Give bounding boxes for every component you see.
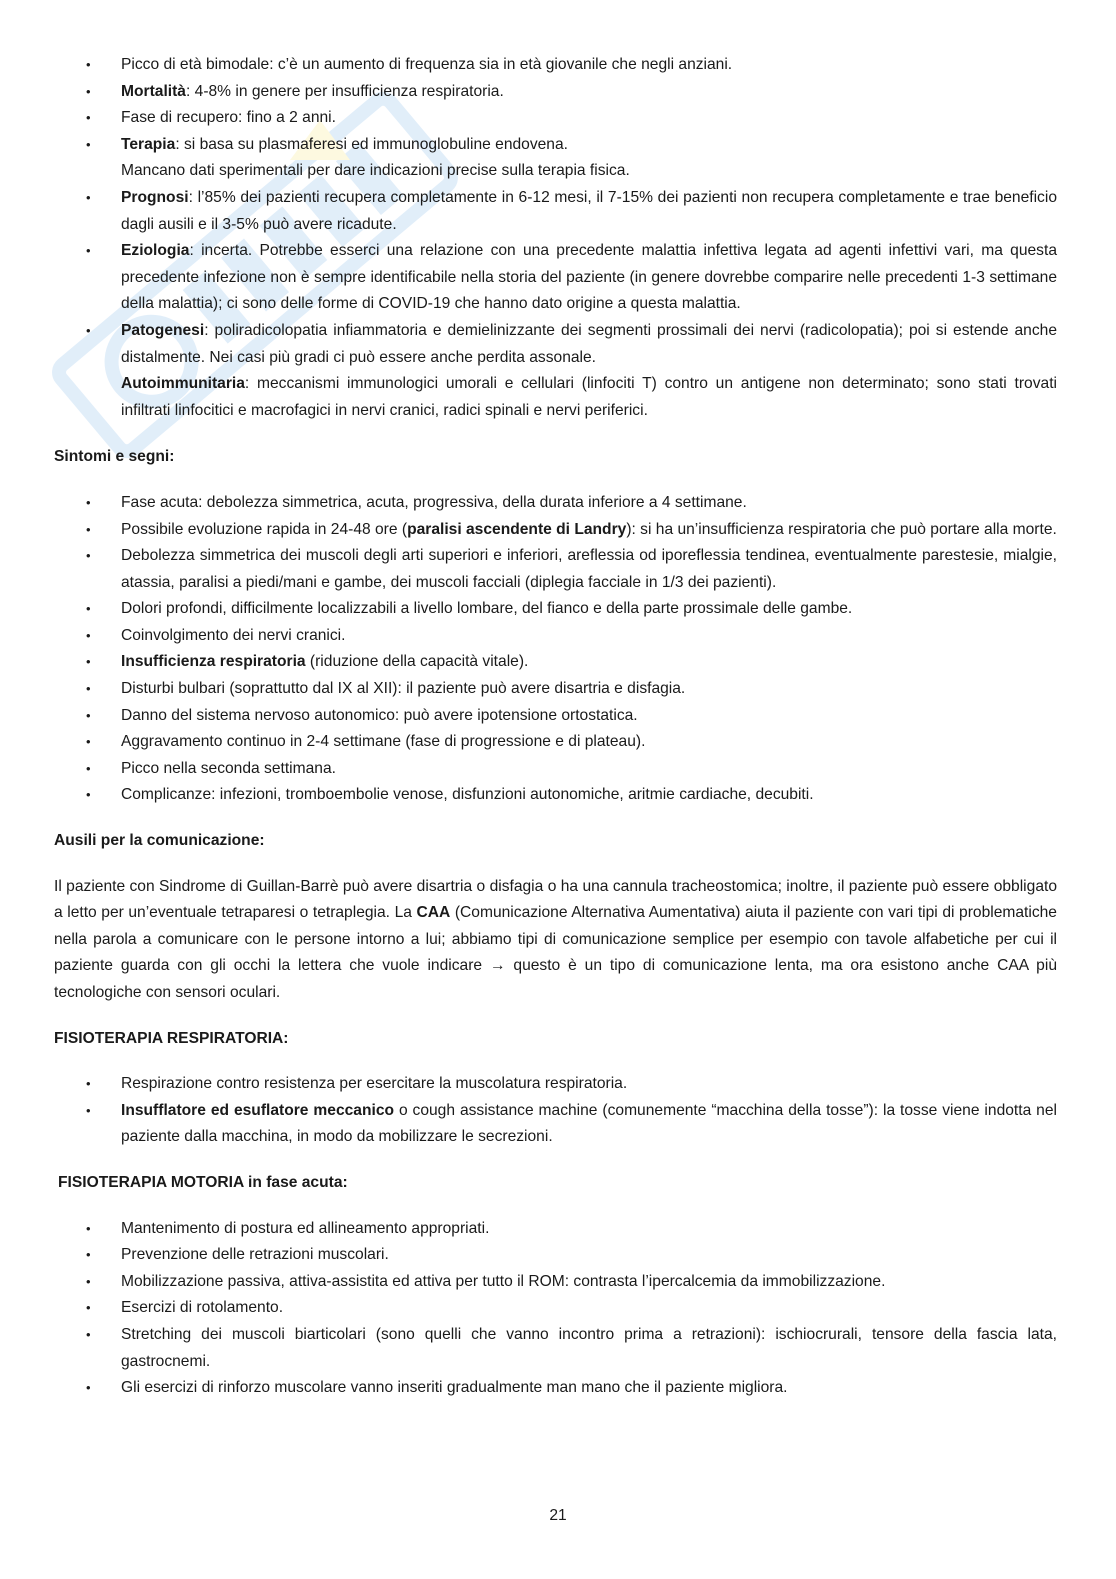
list-item: • Mantenimento di postura ed allineamento appropriati. — [54, 1216, 1057, 1243]
bullet-icon: • — [86, 681, 91, 697]
list-item: • Debolezza simmetrica dei muscoli degli arti superiori e inferiori, areflessia od iporeflessia tendinea, eventualmente parestesie, mialgie, atassia, paralisi a piedi/mani e gambe, dei muscoli facciali (diplegia facciale in 1/3 dei pazienti). — [54, 543, 1057, 596]
intro-list — [54, 52, 1057, 424]
list-item: • Terapia: si basa su plasmaferesi ed immunoglobuline endovena. Mancano dati sperimentali per dare indicazioni precise sulla terapia fisica. — [54, 132, 1057, 185]
list-item: • Patogenesi: poliradicolopatia infiammatoria e demielinizzante dei segmenti prossimali dei nervi (radicolopatia); poi si estende anche distalmente. Nei casi più gradi ci può essere anche perdita assonale. Autoimmunitaria: meccanismi immunologici umorali e cellulari (linfociti T) contro un antigene non determinato; sono stati trovati infiltrati linfocitici e macrofagici in nervi cranici, radici spinali e nervi periferici. — [54, 318, 1057, 424]
bullet-icon: • — [86, 1247, 91, 1263]
bullet-icon: • — [86, 627, 91, 643]
bullet-icon: • — [86, 787, 91, 803]
section-heading-respiratory: FISIOTERAPIA RESPIRATORIA: — [54, 1029, 289, 1047]
list-item: • Disturbi bulbari (soprattutto dal IX al XII): il paziente può avere disartria e disfagia. — [54, 676, 1057, 703]
section-heading-motor: FISIOTERAPIA MOTORIA in fase acuta: — [58, 1173, 348, 1191]
list-item: • Insufficienza respiratoria (riduzione della capacità vitale). — [54, 649, 1057, 676]
list-item: • Mortalità: 4-8% in genere per insufficienza respiratoria. — [54, 79, 1057, 106]
list-item: • Prevenzione delle retrazioni muscolari. — [54, 1242, 1057, 1269]
bullet-icon: • — [86, 1273, 91, 1289]
list-item: • Gli esercizi di rinforzo muscolare vanno inseriti gradualmente man mano che il paziente migliora. — [54, 1375, 1057, 1402]
bullet-icon: • — [86, 654, 91, 670]
bullet-icon: • — [86, 110, 91, 126]
bullet-icon: • — [86, 707, 91, 723]
list-item: • Respirazione contro resistenza per esercitare la muscolatura respiratoria. — [54, 1071, 1057, 1098]
bullet-icon: • — [86, 189, 91, 205]
symptoms-list — [54, 490, 1057, 809]
bullet-icon: • — [86, 322, 91, 338]
bullet-icon: • — [86, 1102, 91, 1118]
list-item: • Aggravamento continuo in 2-4 settimane (fase di progressione e di plateau). — [54, 729, 1057, 756]
bullet-icon: • — [86, 734, 91, 750]
list-item: • Insufflatore ed esuflatore meccanico o cough assistance machine (comunemente “macchina della tosse”): la tosse viene indotta nel paziente dalla macchina, in modo da mobilizzare le secrezioni. — [54, 1098, 1057, 1151]
list-item: • Dolori profondi, difficilmente localizzabili a livello lombare, del fianco e della parte prossimale delle gambe. — [54, 596, 1057, 623]
bullet-icon: • — [86, 1300, 91, 1316]
section-heading-symptoms: Sintomi e segni: — [54, 448, 175, 466]
list-item: • Stretching dei muscoli biarticolari (sono quelli che vanno incontro prima a retrazioni): ischiocrurali, tensore della fascia lata, gastrocnemi. — [54, 1322, 1057, 1375]
bullet-icon: • — [86, 521, 91, 537]
list-item: • Complicanze: infezioni, tromboembolie venose, disfunzioni autonomiche, aritmie cardiache, decubiti. — [54, 782, 1057, 809]
list-item: • Mobilizzazione passiva, attiva-assistita ed attiva per tutto il ROM: contrasta l’ipercalcemia da immobilizzazione. — [54, 1269, 1057, 1296]
list-item: • Prognosi: l’85% dei pazienti recupera completamente in 6-12 mesi, il 7-15% dei pazienti non recupera completamente e trae beneficio dagli ausili e il 3-5% può avere ricadute. — [54, 185, 1057, 238]
bullet-icon: • — [86, 1326, 91, 1342]
list-item: • Picco nella seconda settimana. — [54, 756, 1057, 783]
section-heading-communication: Ausili per la comunicazione: — [54, 832, 265, 850]
document-page — [54, 52, 1057, 1402]
bullet-icon: • — [86, 243, 91, 259]
respiratory-list — [54, 1071, 1057, 1151]
bullet-icon: • — [86, 57, 91, 72]
list-item: • Possibile evoluzione rapida in 24-48 ore (paralisi ascendente di Landry): si ha un’insufficienza respiratoria che può portare alla morte. — [54, 517, 1057, 544]
bullet-icon: • — [86, 1076, 91, 1092]
list-item: • Picco di età bimodale: c’è un aumento di frequenza sia in età giovanile che negli anziani. — [54, 52, 1057, 79]
communication-paragraph: Il paziente con Sindrome di Guillan-Barrè può avere disartria o disfagia o ha una cannula tracheostomica; inoltre, il paziente può essere obbligato a letto per un’eventuale tetraparesi o tetraplegia. La CAA (Comunicazione Alternativa Aumentativa) aiuta il paziente con vari tipi di problematiche nella parola a comunicare con le persone intorno a lui; abbiamo tipi di comunicazione semplice per esempio con tavole alfabetiche per cui il paziente guarda con gli occhi la lettera che vuole indicare → questo è un tipo di comunicazione lenta, ma ora esistono anche CAA più tecnologiche con sensori oculari. — [54, 877, 1057, 1001]
list-item: • Esercizi di rotolamento. — [54, 1295, 1057, 1322]
bullet-icon: • — [86, 494, 91, 510]
bullet-icon: • — [86, 601, 91, 617]
bullet-icon: • — [86, 1220, 91, 1236]
list-item: • Fase di recupero: fino a 2 anni. — [54, 105, 1057, 132]
bullet-icon: • — [86, 1380, 91, 1396]
page-number: 21 — [549, 1507, 567, 1524]
list-item: • Danno del sistema nervoso autonomico: può avere ipotensione ortostatica. — [54, 703, 1057, 730]
bullet-icon: • — [86, 548, 91, 564]
list-item: • Eziologia: incerta. Potrebbe esserci una relazione con una precedente malattia infettiva legata ad agenti infettivi vari, ma questa precedente infezione non è sempre identificabile nella storia del paziente (in genere dovrebbe comparire nelle precedenti 1-3 settimane della malattia); ci sono delle forme di COVID-19 che hanno dato origine a questa malattia. — [54, 238, 1057, 318]
list-item: • Fase acuta: debolezza simmetrica, acuta, progressiva, della durata inferiore a 4 settimane. — [54, 490, 1057, 517]
motor-list — [54, 1216, 1057, 1402]
list-item: • Coinvolgimento dei nervi cranici. — [54, 623, 1057, 650]
bullet-icon: • — [86, 83, 91, 99]
bullet-icon: • — [86, 136, 91, 152]
bullet-icon: • — [86, 760, 91, 776]
